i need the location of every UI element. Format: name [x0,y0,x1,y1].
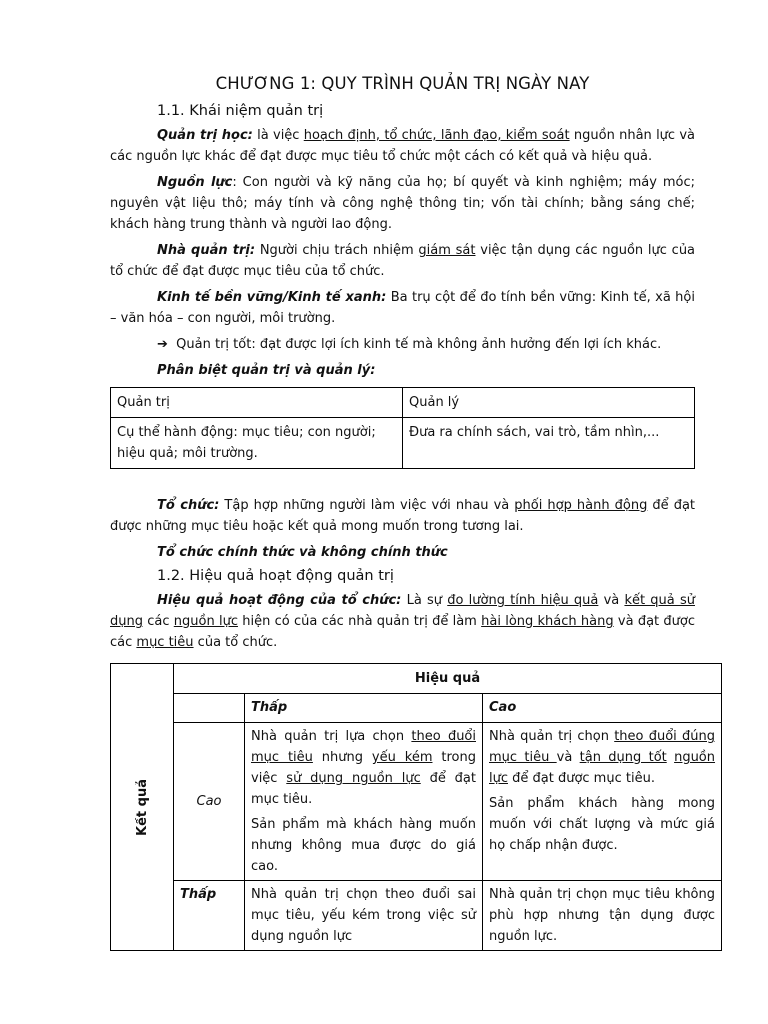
text: Sản phẩm mà khách hàng muốn nhưng không mua được do giá cao. [251,817,476,874]
text: nhưng [312,750,372,765]
text: Người chịu trách nhiệm [255,243,419,258]
term: Hiệu quả hoạt động của tổ chức: [157,593,402,608]
text: Ba trụ cột để đo tính bền vững: Kinh tế, xã hội – văn hóa – con người, môi trường. [110,290,695,326]
underlined-text: tận dụng tốt [579,750,667,765]
text: và đạt được các [110,614,695,650]
underlined-text: hoạch định, tổ chức, lãnh đạo, kiểm soát [303,128,570,143]
table-header-quan-ly: Quản lý [403,388,695,418]
paragraph-to-chuc [110,495,695,537]
term: Nguồn lực [157,175,233,190]
paragraph-kinh-te-ben-vung [110,287,695,329]
underlined-text: nguồn lực [173,614,238,629]
term: Quản trị học: [157,128,253,143]
document-page [110,70,695,658]
paragraph-quan-tri-hoc [110,125,695,167]
underlined-text: sử dụng nguồn lực [286,771,421,786]
matrix-cell-low-high: Nhà quản trị chọn mục tiêu không phù hợp nhưng tận dụng được nguồn lực. [483,881,722,951]
text: Nhà quản trị chọn [489,729,615,744]
matrix-cell-high-high [483,723,722,881]
col-low: Thấp [245,694,483,723]
underlined-text: hài lòng khách hàng [481,614,614,629]
table-cell: Đưa ra chính sách, vai trò, tầm nhìn,... [403,418,695,469]
result-axis-label: Kết quả [134,778,150,836]
underlined-text: theo đuổi mục tiêu [251,729,476,765]
underlined-text: đo lường tính hiệu quả [447,593,599,608]
text: và [556,750,580,765]
distinguish-heading: Phân biệt quản trị và quản lý: [157,363,376,378]
underlined-text: kết quả sử dụng [110,593,695,629]
text: hiện có của các nhà quản trị để làm [237,614,482,629]
underlined-text: phối hợp hành động [514,498,648,513]
text: Tập hợp những người làm việc với nhau và [219,498,515,513]
text: và [598,593,625,608]
matrix-cell-high-low [245,723,483,881]
paragraph-nha-quan-tri [110,240,695,282]
table-cell: Cụ thể hành động: mục tiêu; con người; hiệu quả; môi trường. [111,418,403,469]
table-header-quan-tri: Quản trị [111,388,403,418]
chapter-title: CHƯƠNG 1: QUY TRÌNH QUẢN TRỊ NGÀY NAY [215,74,590,93]
underlined-text: mục tiêu [136,635,194,650]
result-axis-cell [111,664,174,951]
arrow-note [157,334,695,355]
text: Nhà quản trị lựa chọn [251,729,412,744]
comparison-table [110,387,695,469]
underlined-text: giám sát [418,243,476,258]
col-high: Cao [483,694,722,723]
efficiency-result-matrix [110,663,722,951]
arrow-icon: ➔ [157,337,168,352]
text: để đạt được mục tiêu. [508,771,655,786]
text: trong việc [251,750,476,786]
arrow-note-text: Quản trị tốt: đạt được lợi ích kinh tế mà không ảnh hưởng đến lợi ích khác. [176,337,662,352]
underlined-text: nguồn lực [489,750,716,786]
paragraph-nguon-luc [110,172,695,235]
term: Nhà quản trị: [157,243,256,258]
text: việc tận dụng các nguồn lực của tổ chức để đạt được mục tiêu của tổ chức. [110,243,696,279]
text: nguồn nhân lực và các nguồn lực khác để đạt được mục tiêu tổ chức một cách có kết quả và hiệu quả. [110,128,696,164]
formal-informal-heading: Tổ chức chính thức và không chính thức [157,545,448,560]
text: là việc [252,128,304,143]
text: Là sự [401,593,448,608]
matrix-cell-low-low: Nhà quản trị chọn theo đuổi sai mục tiêu, yếu kém trong việc sử dụng nguồn lực [245,881,483,951]
section-heading-1-2: 1.2. Hiệu quả hoạt động quản trị [157,568,394,584]
text: của tổ chức. [193,635,278,650]
row-low: Thấp [174,881,245,951]
text: : Con người và kỹ năng của họ; bí quyết và kinh nghiệm; máy móc; nguyên vật liệu thô; máy tính và công nghệ thông tin; vốn tài chính; bằng sáng chế; khách hàng trung thành và người lao động. [110,175,695,232]
row-high: Cao [174,723,245,881]
term: Kinh tế bền vững/Kinh tế xanh: [157,290,387,305]
paragraph-hieu-qua [110,590,695,653]
text: để đạt được những mục tiêu hoặc kết quả mong muốn trong tương lai. [110,498,696,534]
text [667,750,674,765]
underlined-text: theo đuổi đúng mục tiêu [489,729,715,765]
term: Tổ chức: [157,498,220,513]
empty-cell [174,694,245,723]
underlined-text: yếu kém [371,750,433,765]
efficiency-header: Hiệu quả [174,664,722,694]
text: Sản phẩm khách hàng mong muốn với chất lượng và mức giá họ chấp nhận được. [489,796,715,853]
text: để đạt mục tiêu. [251,771,476,807]
section-heading-1-1: 1.1. Khái niệm quản trị [157,103,324,119]
text: các [142,614,174,629]
